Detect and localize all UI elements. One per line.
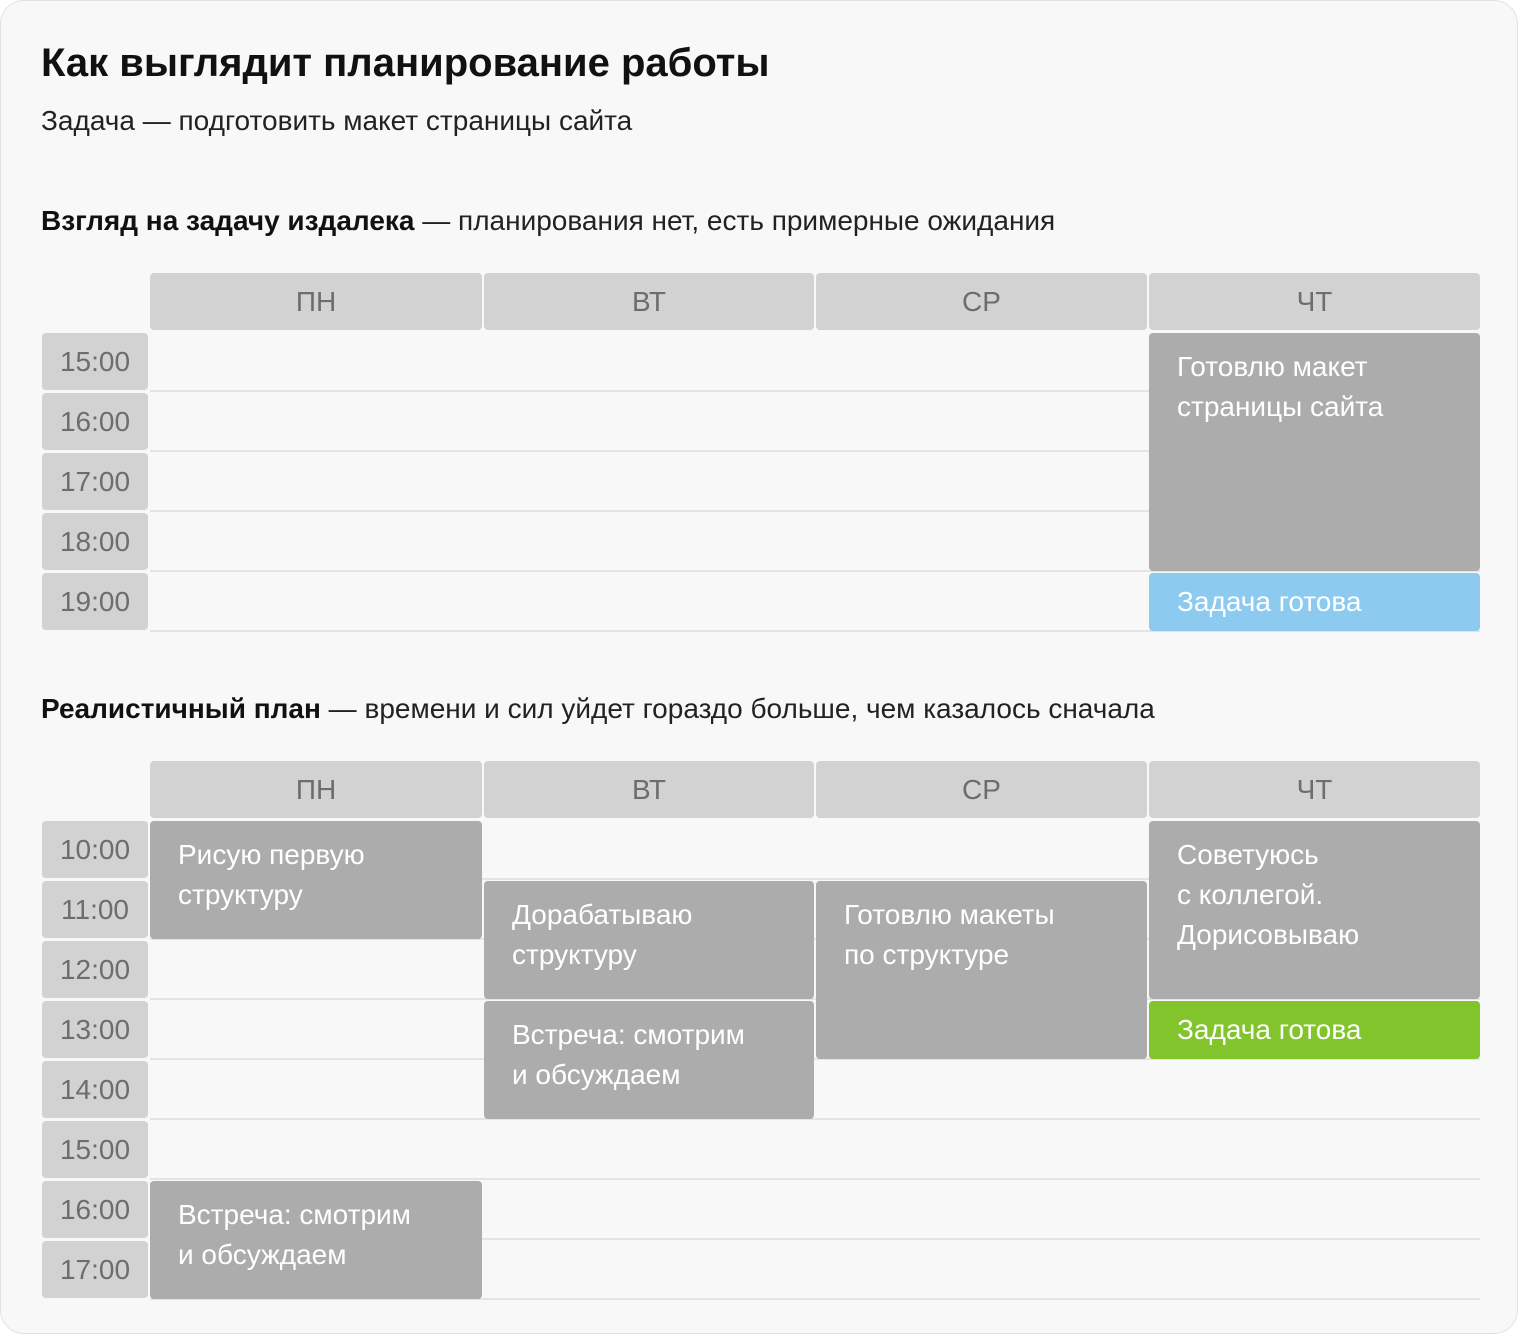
section2-time-label-2: 12:00 xyxy=(42,941,148,998)
page-subtitle: Задача — подготовить макет страницы сайта xyxy=(41,105,633,136)
section2-block-6 xyxy=(1149,1001,1480,1059)
section1-day-header-0: ПН xyxy=(150,273,482,330)
section2-day-header-3: ЧТ xyxy=(1149,761,1480,818)
section2-heading-rest: — времени и сил уйдет гораздо больше, чем казалось сначала xyxy=(320,693,1155,724)
section2-block-3 xyxy=(484,1001,814,1119)
section2-block-2 xyxy=(484,881,814,999)
section1-heading-rest: — планирования нет, есть примерные ожидания xyxy=(414,205,1056,236)
section2-time-label-5: 15:00 xyxy=(42,1121,148,1178)
section2-block-text-6: Задача готова xyxy=(1177,1014,1362,1045)
section2-row-divider-4 xyxy=(150,1118,1480,1120)
section2-block-text-5: Советуюсь с коллегой. Дорисовываю xyxy=(1177,839,1360,950)
section2-time-label-4: 14:00 xyxy=(42,1061,148,1118)
section2-block-0 xyxy=(150,821,482,939)
section1-block-text-0: Готовлю макет страницы сайта xyxy=(1177,351,1384,422)
section2-block-1 xyxy=(150,1181,482,1299)
section2-block-text-4: Готовлю макеты по структуре xyxy=(844,899,1055,970)
section1-block-0 xyxy=(1149,333,1480,571)
section2-block-text-1: Встреча: смотрим и обсуждаем xyxy=(178,1199,411,1270)
section1-time-label-4: 19:00 xyxy=(42,573,148,630)
section2-heading xyxy=(41,693,1155,725)
section1-block-text-1: Задача готова xyxy=(1177,586,1362,617)
section1-day-header-1: ВТ xyxy=(484,273,814,330)
section1-day-header-3: ЧТ xyxy=(1149,273,1480,330)
section2-time-label-7: 17:00 xyxy=(42,1241,148,1298)
section2-block-text-0: Рисую первую структуру xyxy=(178,839,365,910)
section2-time-label-3: 13:00 xyxy=(42,1001,148,1058)
section2-day-header-1: ВТ xyxy=(484,761,814,818)
section2-time-label-1: 11:00 xyxy=(42,881,148,938)
section1-time-label-2: 17:00 xyxy=(42,453,148,510)
section2-day-header-0: ПН xyxy=(150,761,482,818)
section2-block-4 xyxy=(816,881,1147,1059)
section1-block-1 xyxy=(1149,573,1480,631)
page-title: Как выглядит планирование работы xyxy=(41,41,770,85)
section1-time-label-3: 18:00 xyxy=(42,513,148,570)
section2-block-text-2: Дорабатываю структуру xyxy=(512,899,693,970)
section1-heading xyxy=(41,205,1055,237)
section1-day-header-2: СР xyxy=(816,273,1147,330)
section2-block-text-3: Встреча: смотрим и обсуждаем xyxy=(512,1019,745,1090)
section1-time-label-0: 15:00 xyxy=(42,333,148,390)
section2-row-divider-5 xyxy=(150,1178,1480,1180)
section1-time-label-1: 16:00 xyxy=(42,393,148,450)
section2-heading-bold: Реалистичный план xyxy=(41,693,321,724)
section2-time-label-0: 10:00 xyxy=(42,821,148,878)
section2-day-header-2: СР xyxy=(816,761,1147,818)
section1-heading-bold: Взгляд на задачу издалека xyxy=(41,205,415,236)
section2-block-5 xyxy=(1149,821,1480,999)
section2-time-label-6: 16:00 xyxy=(42,1181,148,1238)
